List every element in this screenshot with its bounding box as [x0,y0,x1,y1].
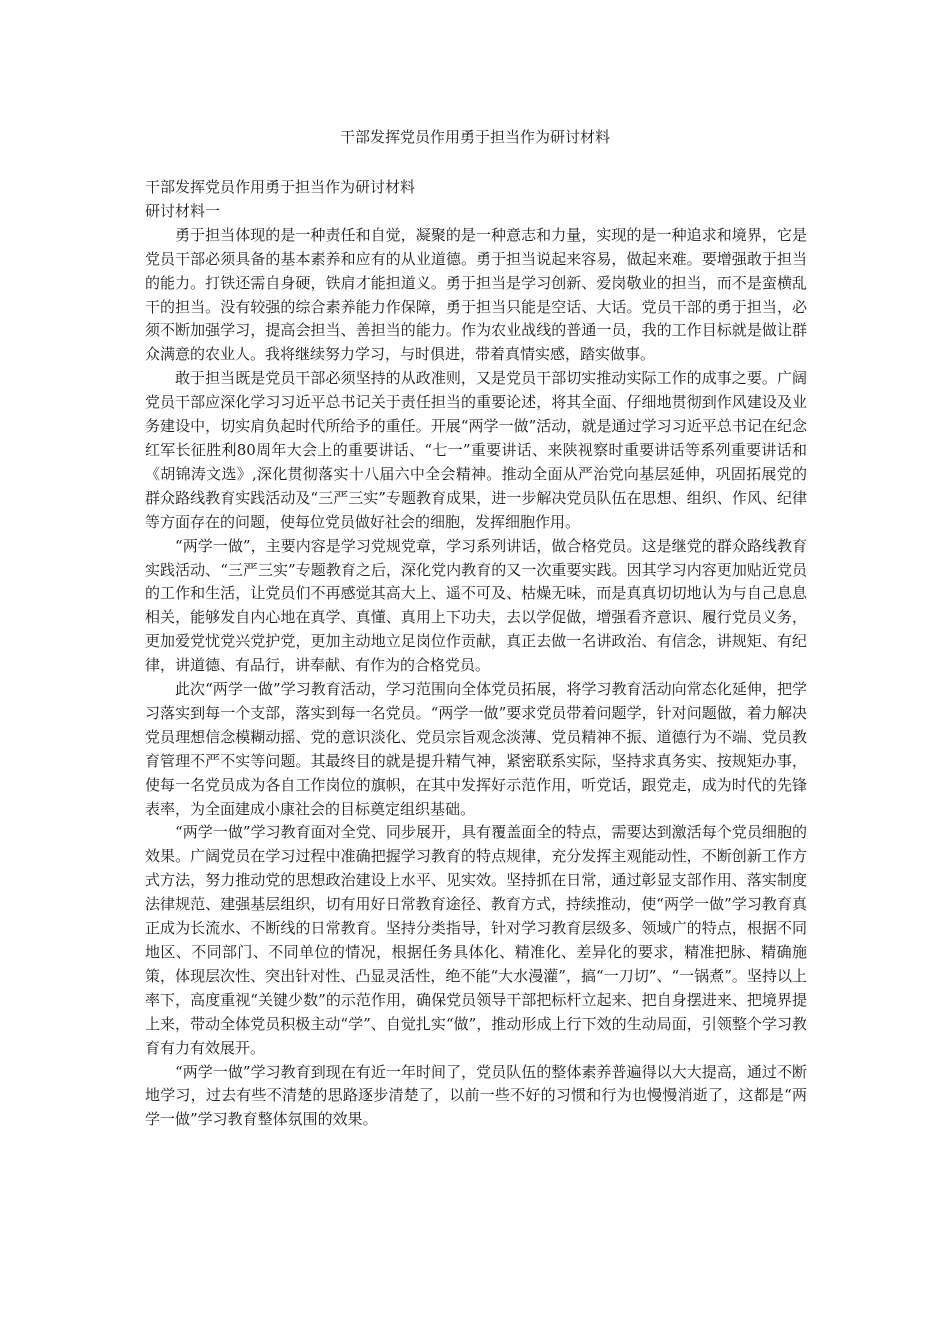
paragraph: “两学一做”学习教育到现在有近一年时间了，党员队伍的整体素养普遍得以大大提高，通过不断地学习，过去有些不清楚的思路逐步清楚了，以前一些不好的习惯和行为也慢慢消逝了，这都是“两学一做”学习教育整体氛围的效果。 [145,1062,807,1129]
document-body [145,176,807,1132]
paragraph: 此次“两学一做”学习教育活动，学习范围向全体党员拓展，将学习教育活动向常态化延伸，把学习落实到每一个支部，落实到每一名党员。“两学一做”要求党员带着问题学，针对问题做，着力解决党员理想信念模糊动摇、党的意识淡化、党员宗旨观念淡薄、党员精神不振、道德行为不端、党员教育管理不严不实等问题。其最终目的就是提升精气神，紧密联系实际，坚持求真务实、按规矩办事，使每一名党员成为各自工作岗位的旗帜，在其中发挥好示范作用，听党话，跟党走，成为时代的先锋表率，为全面建成小康社会的目标奠定组织基础。 [145,680,807,818]
document-title: 干部发挥党员作用勇于担当作为研讨材料 [339,128,610,146]
paragraph: “两学一做”，主要内容是学习党规党章，学习系列讲话，做合格党员。这是继党的群众路线教育实践活动、“三严三实”专题教育之后，深化党内教育的又一次重要实践。因其学习内容更加贴近党员的工作和生活，让党员们不再感觉其高大上、遥不可及、枯燥无味，而是真真切切地认为与自己息息相关，能够发自内心地在真学、真懂、真用上下功夫，去以学促做，增强看齐意识、履行党员义务，更加爱党忧党兴党护党，更加主动地立足岗位作贡献，真正去做一名讲政治、有信念，讲规矩、有纪律，讲道德、有品行，讲奉献、有作为的合格党员。 [145,536,807,675]
paragraph: “两学一做”学习教育面对全党、同步展开，具有覆盖面全的特点，需要达到激活每个党员细胞的效果。广阔党员在学习过程中准确把握学习教育的特点规律，充分发挥主观能动性，不断创新工作方式方法，努力推动党的思想政治建设上水平、见实效。坚持抓在日常，通过彰显支部作用、落实制度法律规范、建强基层组织，切有用好日常教育途径、教育方式，持续推动，使“两学一做”学习教育真正成为长流水、不断线的日常教育。坚持分类指导，针对学习教育层级多、领域广的特点，根据不同地区、不同部门、不同单位的情况，根据任务具体化、精准化、差异化的要求，精准把脉、精确施策，体现层次性、突出针对性、凸显灵活性，绝不能“大水漫灌”，搞“一刀切”、“一锅煮”。坚持以上率下，高度重视“关键少数”的示范作用，确保党员领导干部把标杆立起来、把自身摆进来、把境界提上来，带动全体党员积极主动“学”、自觉扎实“做”，推动形成上行下效的生动局面，引领整个学习教育有力有效展开。 [145,823,807,1057]
paragraph: 敢于担当既是党员干部必须坚持的从政准则，又是党员干部切实推动实际工作的成事之要。广阔党员干部应深化学习习近平总书记关于责任担当的重要论述，将其全面、仔细地贯彻到作风建设及业务建设中，切实肩负起时代所给予的重任。开展“两学一做”活动，就是通过学习习近平总书记在纪念红军长征胜利80周年大会上的重要讲话、“七一”重要讲话、来陕视察时重要讲话等系列重要讲话和《胡锦涛文选》,深化贯彻落实十八届六中全会精神。推动全面从严治党向基层延伸，巩固拓展党的群众路线教育实践活动及“三严三实”专题教育成果，进一步解决党员队伍在思想、组织、作风、纪律等方面存在的问题，使每位党员做好社会的细胞，发挥细胞作用。 [145,369,807,531]
document-subtitle: 干部发挥党员作用勇于担当作为研讨材料 [145,178,416,196]
paragraph: 勇于担当体现的是一种责任和自觉，凝聚的是一种意志和力量，实现的是一种追求和境界，它是党员干部必须具备的基本素养和应有的从业道德。勇于担当说起来容易，做起来难。要增强敢于担当的能力。打铁还需自身硬，铁肩才能担道义。勇于担当是学习创新、爱岗敬业的担当，而不是蛮横乱干的担当。没有较强的综合素养能力作保障，勇于担当只能是空话、大话。党员干部的勇于担当，必须不断加强学习，提高会担当、善担当的能力。作为农业战线的普通一员，我的工作目标就是做让群众满意的农业人。我将继续努力学习，与时俱进，带着真情实感，踏实做事。 [145,225,807,364]
section-label: 研讨材料一 [145,201,221,220]
